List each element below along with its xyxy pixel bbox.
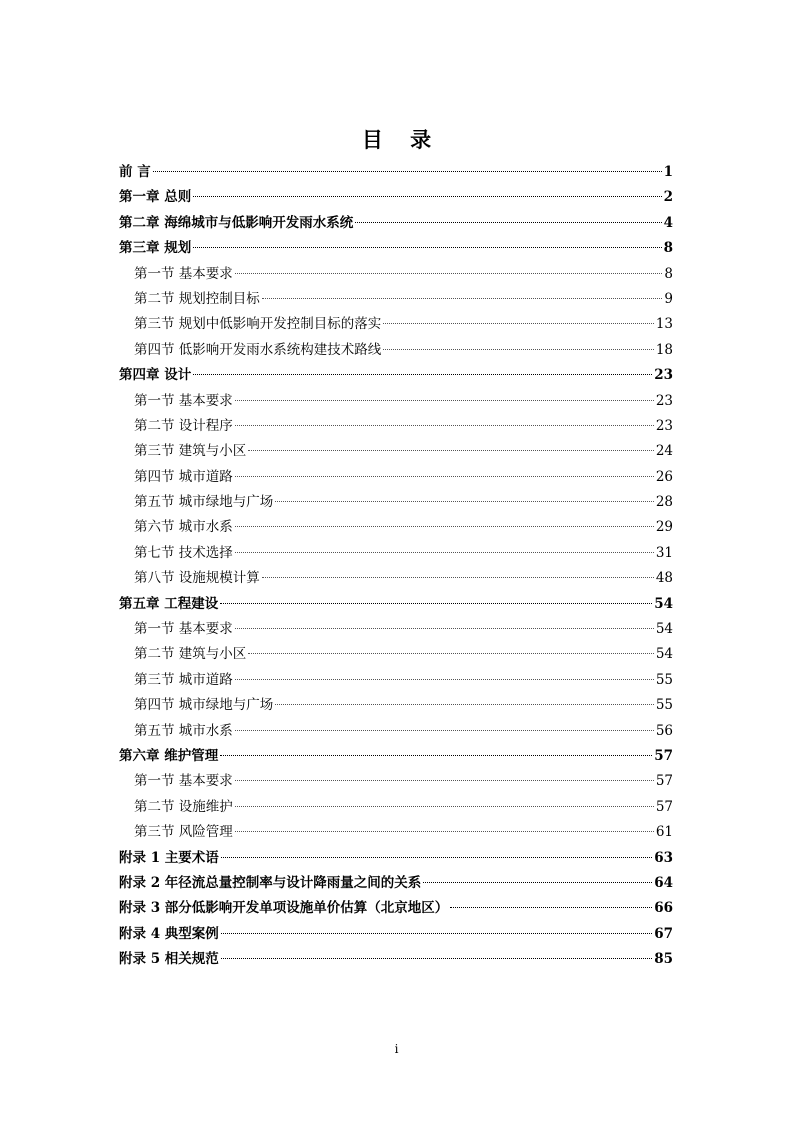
toc-leader-dots	[235, 678, 654, 680]
toc-leader-dots	[235, 627, 654, 629]
toc-entry-section[interactable]	[119, 414, 673, 439]
toc-entry-page: 55	[655, 697, 673, 714]
toc-leader-dots	[193, 195, 661, 197]
toc-entry-label: 第六章 维护管理	[119, 747, 219, 764]
toc-entry-page: 57	[655, 798, 673, 815]
toc-entry-page: 2	[663, 189, 673, 206]
toc-entry-page: 23	[655, 392, 673, 409]
toc-entry-label: 附录 3 部分低影响开发单项设施单价估算（北京地区）	[119, 900, 449, 917]
toc-entry-section[interactable]	[119, 262, 673, 287]
toc-entry-chapter[interactable]	[119, 160, 673, 185]
toc-entry-section[interactable]	[119, 490, 673, 515]
toc-entry-section[interactable]	[119, 642, 673, 667]
toc-entry-page: 18	[655, 341, 673, 358]
toc-entry-label: 第三节 城市道路	[134, 671, 233, 688]
toc-entry-section[interactable]	[119, 389, 673, 414]
toc-entry-section[interactable]	[119, 515, 673, 540]
toc-entry-label: 第五节 城市绿地与广场	[134, 494, 274, 511]
toc-leader-dots	[220, 602, 652, 604]
toc-entry-page: 26	[655, 468, 673, 485]
toc-entry-section[interactable]	[119, 338, 673, 363]
toc-entry-page: 48	[655, 570, 673, 587]
toc-entry-page: 67	[654, 925, 673, 942]
toc-entry-label: 第三章 规划	[119, 240, 192, 257]
toc-entry-label: 第一节 基本要求	[134, 392, 233, 409]
toc-leader-dots	[275, 500, 654, 502]
toc-entry-chapter[interactable]	[119, 185, 673, 210]
toc-entry-section[interactable]	[119, 693, 673, 718]
toc-title: 目 录	[361, 127, 442, 152]
toc-entry-label: 第四节 城市绿地与广场	[134, 697, 274, 714]
toc-leader-dots	[450, 906, 652, 908]
toc-entry-page: 57	[655, 773, 673, 790]
toc-entry-page: 8	[664, 265, 673, 282]
toc-entry-label: 第二章 海绵城市与低影响开发雨水系统	[119, 214, 354, 231]
page-number: i	[394, 1042, 399, 1056]
toc-entry-page: 4	[663, 214, 673, 231]
toc-entry-label: 第七节 技术选择	[134, 544, 233, 561]
toc-entry-label: 第二节 设计程序	[134, 417, 233, 434]
toc-entry-page: 56	[655, 722, 673, 739]
toc-entry-page: 23	[655, 417, 673, 434]
toc-leader-dots	[221, 957, 652, 959]
toc-entry-page: 1	[663, 164, 673, 180]
toc-entry-section[interactable]	[119, 719, 673, 744]
toc-entry-page: 57	[654, 747, 673, 764]
toc-leader-dots	[235, 729, 654, 731]
toc-entry-chapter[interactable]	[119, 363, 673, 388]
toc-leader-dots	[221, 856, 652, 858]
toc-entry-chapter[interactable]	[119, 871, 673, 896]
toc-entry-label: 第一章 总则	[119, 189, 192, 206]
toc-leader-dots	[220, 754, 652, 756]
toc-entry-label: 第二节 规划控制目标	[134, 290, 260, 307]
toc-leader-dots	[193, 246, 661, 248]
toc-entry-page: 23	[654, 367, 673, 384]
toc-entry-label: 第八节 设施规模计算	[134, 570, 260, 587]
toc-entry-label: 第二节 建筑与小区	[134, 646, 247, 663]
toc-entry-section[interactable]	[119, 287, 673, 312]
toc-entry-page: 24	[655, 443, 673, 460]
toc-entry-label: 第一节 基本要求	[134, 621, 233, 638]
toc-leader-dots	[235, 475, 654, 477]
toc-leader-dots	[383, 348, 654, 350]
toc-leader-dots	[275, 703, 654, 705]
toc-entry-page: 66	[654, 900, 673, 917]
toc-entry-chapter[interactable]	[119, 211, 673, 236]
toc-leader-dots	[248, 449, 654, 451]
toc-entry-section[interactable]	[119, 769, 673, 794]
toc-entry-page: 64	[654, 874, 673, 891]
toc-entry-page: 31	[655, 544, 673, 561]
toc-leader-dots	[235, 272, 663, 274]
toc-entry-page: 9	[664, 290, 673, 307]
toc-leader-dots	[248, 652, 654, 654]
toc-leader-dots	[153, 170, 662, 172]
toc-entry-chapter[interactable]	[119, 236, 673, 261]
toc-entry-page: 61	[655, 824, 673, 841]
toc-entry-section[interactable]	[119, 465, 673, 490]
toc-entry-section[interactable]	[119, 312, 673, 337]
toc-leader-dots	[235, 830, 654, 832]
toc-entry-label: 第五章 工程建设	[119, 595, 219, 612]
toc-leader-dots	[235, 779, 654, 781]
toc-entry-chapter[interactable]	[119, 947, 673, 972]
toc-leader-dots	[235, 525, 654, 527]
toc-entry-label: 第一节 基本要求	[134, 773, 233, 790]
toc-entry-chapter[interactable]	[119, 846, 673, 871]
toc-entry-label: 附录 4 典型案例	[119, 925, 219, 942]
table-of-contents	[119, 160, 673, 973]
toc-entry-label: 附录 5 相关规范	[119, 951, 219, 968]
toc-entry-section[interactable]	[119, 795, 673, 820]
toc-entry-section[interactable]	[119, 541, 673, 566]
toc-entry-label: 附录 2 年径流总量控制率与设计降雨量之间的关系	[119, 874, 422, 891]
toc-entry-section[interactable]	[119, 820, 673, 845]
toc-entry-label: 第四节 低影响开发雨水系统构建技术路线	[134, 341, 382, 358]
toc-entry-page: 13	[655, 316, 673, 333]
toc-entry-page: 54	[655, 621, 673, 638]
toc-leader-dots	[235, 399, 654, 401]
toc-entry-page: 8	[663, 240, 673, 257]
toc-leader-dots	[383, 322, 654, 324]
toc-entry-section[interactable]	[119, 668, 673, 693]
toc-entry-chapter[interactable]	[119, 744, 673, 769]
toc-entry-label: 前 言	[119, 164, 151, 180]
toc-entry-page: 54	[654, 595, 673, 612]
toc-entry-label: 第一节 基本要求	[134, 265, 233, 282]
toc-leader-dots	[221, 932, 652, 934]
toc-leader-dots	[262, 297, 663, 299]
toc-leader-dots	[193, 373, 652, 375]
toc-entry-chapter[interactable]	[119, 922, 673, 947]
toc-entry-chapter[interactable]	[119, 592, 673, 617]
toc-leader-dots	[423, 881, 652, 883]
toc-entry-label: 第三节 规划中低影响开发控制目标的落实	[134, 316, 382, 333]
toc-entry-label: 第二节 设施维护	[134, 798, 233, 815]
toc-entry-label: 第三节 建筑与小区	[134, 443, 247, 460]
toc-entry-label: 第三节 风险管理	[134, 824, 233, 841]
toc-entry-section[interactable]	[119, 566, 673, 591]
toc-leader-dots	[235, 805, 654, 807]
toc-entry-label: 第四章 设计	[119, 367, 192, 384]
toc-entry-label: 第四节 城市道路	[134, 468, 233, 485]
toc-entry-page: 55	[655, 671, 673, 688]
toc-entry-section[interactable]	[119, 439, 673, 464]
toc-entry-page: 54	[655, 646, 673, 663]
toc-entry-page: 85	[654, 951, 673, 968]
toc-entry-page: 63	[654, 849, 673, 866]
toc-entry-section[interactable]	[119, 617, 673, 642]
toc-leader-dots	[235, 551, 654, 553]
toc-entry-page: 28	[655, 494, 673, 511]
toc-entry-chapter[interactable]	[119, 896, 673, 921]
toc-entry-page: 29	[655, 519, 673, 536]
toc-leader-dots	[235, 424, 654, 426]
toc-entry-label: 第六节 城市水系	[134, 519, 233, 536]
toc-leader-dots	[262, 576, 654, 578]
toc-entry-label: 附录 1 主要术语	[119, 849, 219, 866]
toc-entry-label: 第五节 城市水系	[134, 722, 233, 739]
toc-leader-dots	[355, 221, 661, 223]
